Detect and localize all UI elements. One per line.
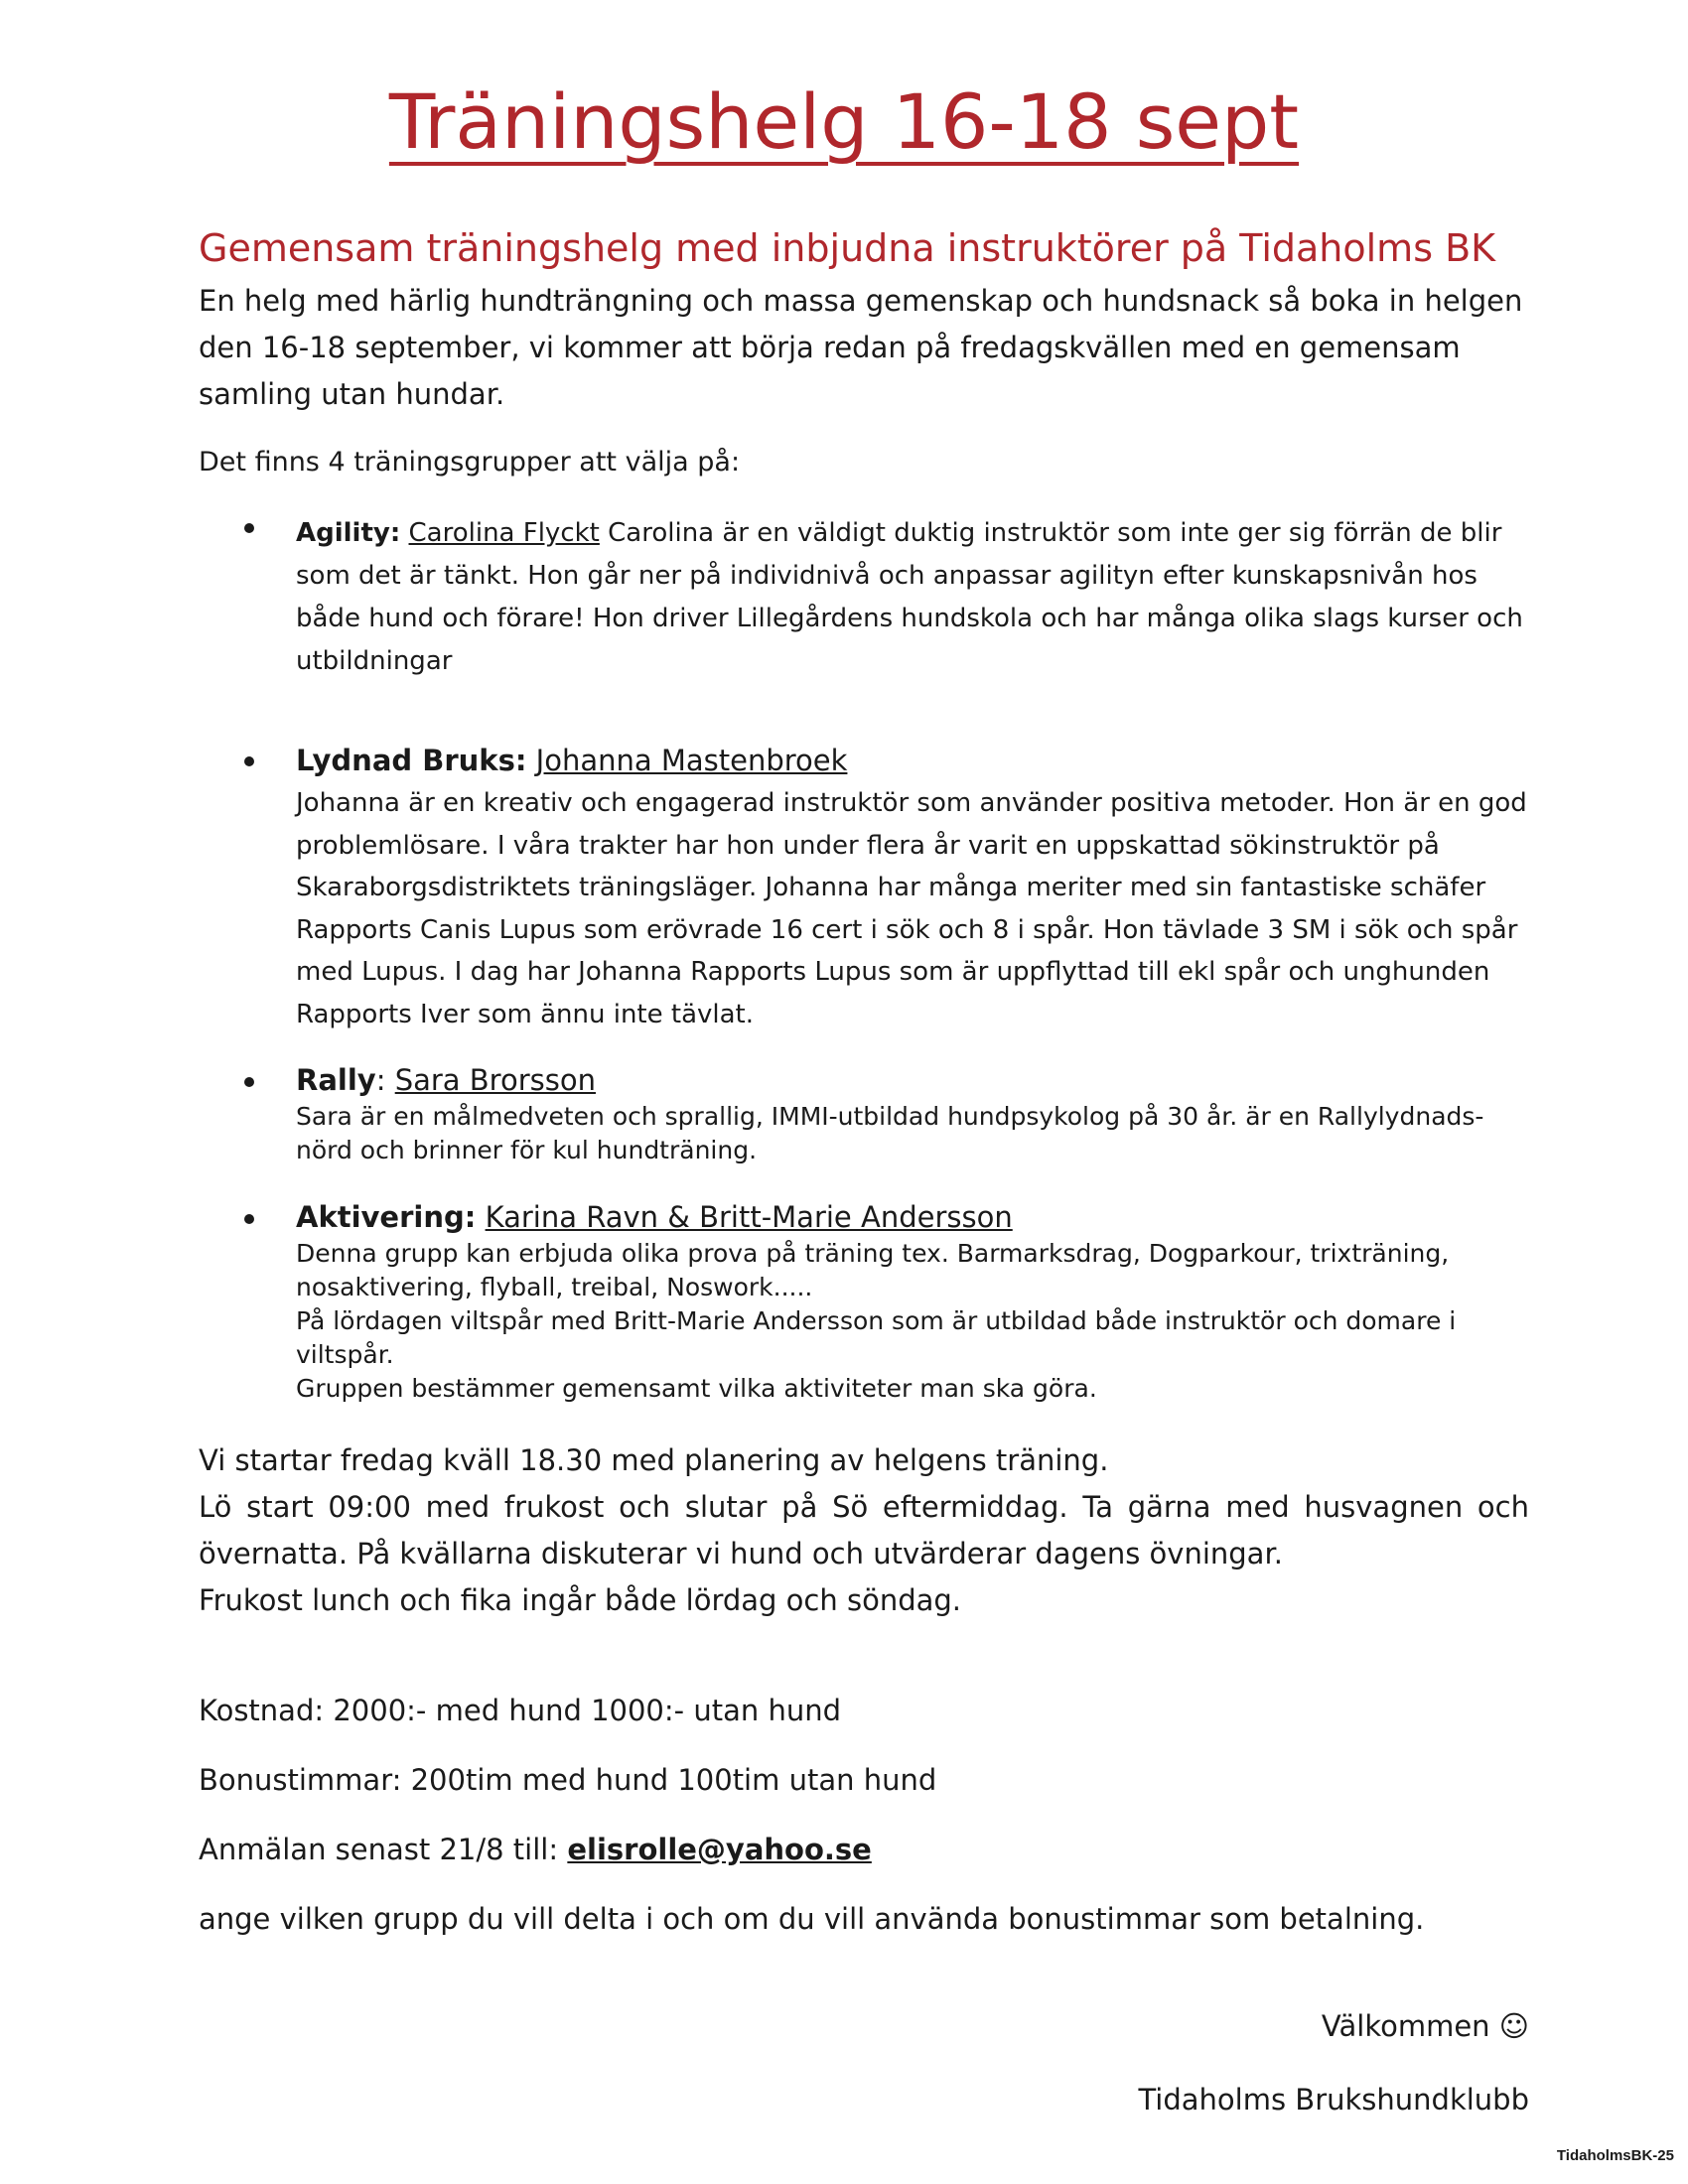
signup-label: Anmälan senast 21/8 till: — [199, 1833, 568, 1866]
group-label: Aktivering: — [296, 1200, 477, 1234]
group-description: Johanna är en kreativ och engagerad instruktör som använder positiva metoder. Hon är en god problemlösare. I våra trakter har hon under flera år varit en uppskattad sökinstruktör på Skaraborgsdistriktets träningsläger. Johanna har många meriter med sin fantastiske schäfer Rapports Canis Lupus som erövrade 16 cert i sök och 8 i spår. Hon tävlade 3 SM i sök och spår med Lupus. I dag har Johanna Rapports Lupus som är uppflyttad till ekl spår och unghunden Rapports Iver som ännu inte tävlat. — [296, 788, 1527, 1029]
schedule-section — [199, 1437, 1529, 1624]
intro-paragraph: En helg med härlig hundträngning och massa gemenskap och hundsnack så boka in helgen den 16-18 september, vi kommer att börja redan på fredagskvällen med en gemensam samling utan hundar. — [199, 284, 1523, 411]
group-aktivering — [296, 1197, 1537, 1406]
schedule-line: Lö start 09:00 med frukost och slutar på Sö eftermiddag. Ta gärna med husvagnen och övernatta. På kvällarna diskuterar vi hund och utvärderar dagens övningar. — [199, 1490, 1529, 1570]
group-heading — [296, 1197, 1537, 1237]
subtitle: Gemensam träningshelg med inbjudna instruktörer på Tidaholms BK — [199, 226, 1496, 270]
bullet-icon — [244, 1214, 254, 1224]
signup-info — [199, 1833, 872, 1866]
groups-intro: Det finns 4 träningsgrupper att välja på: — [199, 447, 741, 478]
schedule-line: Frukost lunch och fika ingår både lördag och söndag. — [199, 1583, 962, 1617]
bullet-icon — [244, 523, 254, 533]
group-description: Carolina är en väldigt duktig instruktör som inte ger sig förrän de blir som det är tänkt. Hon går ner på individnivå och anpassar agilityn efter kunskapsnivån hos både hund och förare! Hon driver Lillegårdens hundskola och har många olika slags kurser och utbildningar — [296, 518, 1523, 676]
schedule-line: Vi startar fredag kväll 18.30 med planering av helgens träning. — [199, 1443, 1109, 1477]
group-description: Sara är en målmedveten och sprallig, IMMI-utbildad hundpsykolog på 30 år. är en Rallylydnads-nörd och brinner för kul hundträning. — [296, 1102, 1484, 1164]
group-instructor: Johanna Mastenbroek — [535, 744, 848, 777]
group-description-line: Gruppen bestämmer gemensamt vilka aktiviteter man ska göra. — [296, 1374, 1097, 1403]
group-label: Agility: — [296, 518, 401, 548]
group-label: Lydnad Bruks: — [296, 744, 527, 777]
page-title: Träningshelg 16-18 sept — [388, 77, 1300, 166]
group-lydnad-bruks — [296, 739, 1537, 1035]
group-instructor: Carolina Flyckt — [408, 518, 600, 548]
group-heading — [296, 1060, 1537, 1100]
group-description-line: Denna grupp kan erbjuda olika prova på träning tex. Barmarksdrag, Dogparkour, trixträning, nosaktivering, flyball, treibal, Noswork..... — [296, 1239, 1450, 1301]
bonus-hours-info: Bonustimmar: 200tim med hund 100tim utan hund — [199, 1763, 937, 1797]
group-description-line: På lördagen viltspår med Britt-Marie Andersson som är utbildad både instruktör och domare i viltspår. — [296, 1306, 1457, 1369]
group-instructor: Karina Ravn & Britt-Marie Andersson — [485, 1200, 1013, 1234]
group-heading — [296, 739, 1537, 782]
group-rally — [296, 1060, 1537, 1167]
bullet-icon — [244, 1077, 254, 1087]
group-instructor: Sara Brorsson — [394, 1063, 596, 1097]
signup-instruction: ange vilken grupp du vill delta i och om du vill använda bonustimmar som betalning. — [199, 1902, 1425, 1936]
welcome-text: Välkommen ☺ — [1321, 2009, 1529, 2043]
group-separator: : — [375, 1063, 395, 1097]
group-label: Rally — [296, 1063, 376, 1097]
club-name: Tidaholms Brukshundklubb — [1138, 2083, 1529, 2116]
footer-code: TidaholmsBK-25 — [1556, 2147, 1674, 2164]
cost-info: Kostnad: 2000:- med hund 1000:- utan hund — [199, 1694, 842, 1727]
bullet-icon — [244, 756, 254, 766]
group-agility — [296, 512, 1537, 683]
signup-email-link[interactable]: elisrolle@yahoo.se — [567, 1833, 872, 1866]
